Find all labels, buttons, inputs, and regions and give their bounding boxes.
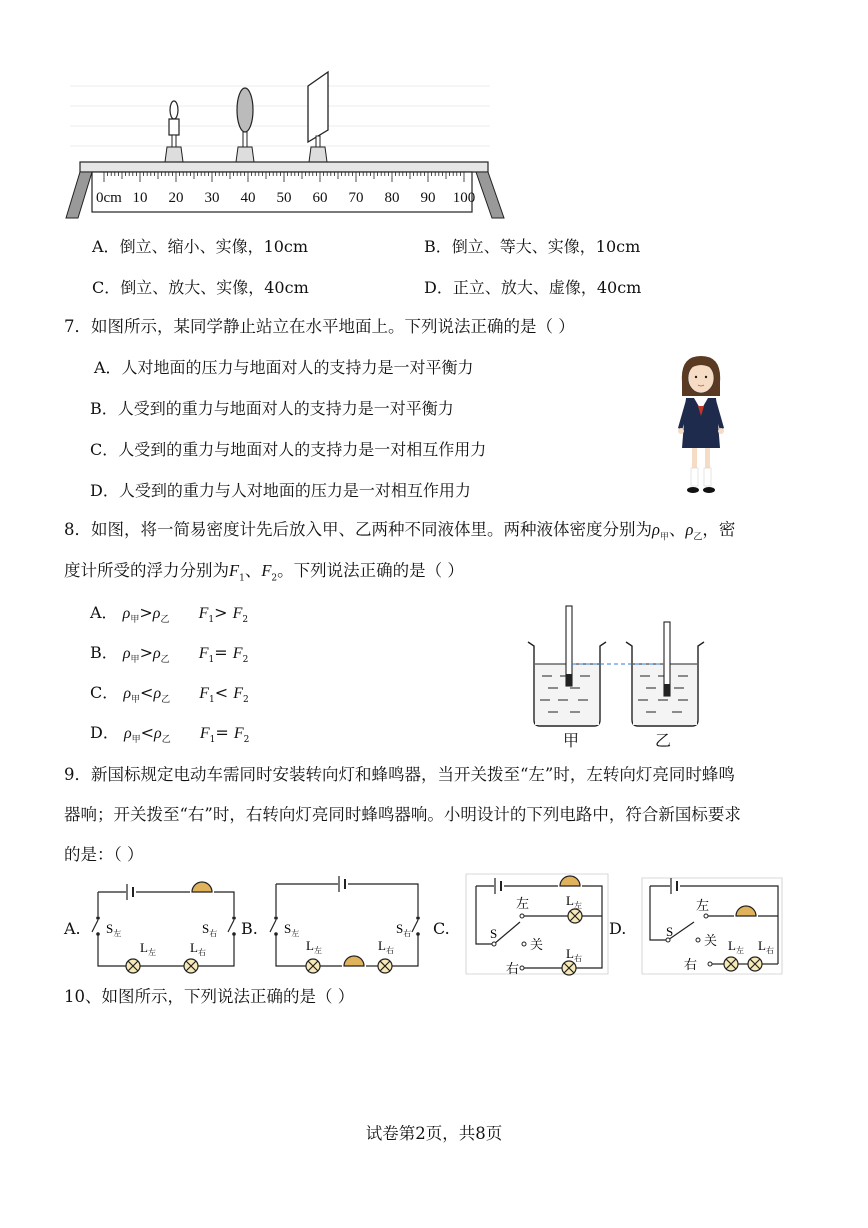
q9-line2: 器响；开关拨至“右”时，右转向灯亮同时蜂鸣器响。小明设计的下列电路中，符合新国标要求 (64, 805, 741, 824)
svg-text:S左: $S_左$ (106, 921, 122, 938)
svg-text:右: 右 (506, 961, 520, 976)
svg-text:L右: $L_右$ (378, 938, 394, 955)
svg-text:S: S (666, 924, 674, 939)
q7-option-a: A．人对地面的压力与地面对人的支持力是一对平衡力 (94, 358, 474, 377)
ruler-label: 60 (312, 190, 328, 206)
lens (236, 88, 254, 162)
q7-stem: 7．如图所示，某同学静止站立在水平地面上。下列说法正确的是（ ） (64, 317, 575, 336)
beakers-figure (522, 604, 712, 754)
svg-text:关: 关 (704, 933, 718, 948)
beaker-jia (528, 606, 606, 726)
svg-text:右: 右 (684, 957, 698, 972)
svg-text:左: 左 (696, 898, 710, 913)
circuit-d (636, 876, 786, 976)
beaker-label-yi: 乙 (655, 731, 672, 750)
ruler-label: 90 (420, 190, 436, 206)
option-a: A．倒立、缩小、实像，10cm (92, 237, 309, 256)
page-footer: 试卷第2页，共8页 (365, 1124, 503, 1143)
svg-text:关: 关 (530, 937, 544, 952)
ruler-label: 50 (276, 190, 292, 206)
option-c: C．倒立、放大、实像，40cm (92, 278, 309, 297)
q9-line1: 9．新国标规定电动车需同时安装转向灯和蜂鸣器，当开关拨至“左”时，左转向灯亮同时蜂鸣 (64, 765, 735, 784)
q7-option-c: C．人受到的重力与地面对人的支持力是一对相互作用力 (90, 440, 487, 459)
ruler-label: 0cm (96, 190, 122, 206)
circuit-c (462, 872, 612, 976)
svg-text:L右: $L_右$ (758, 938, 774, 955)
q8-option-d: D． $\rho_甲<\rho_乙$ $F_1= F_2$ (90, 723, 250, 746)
beaker-yi (626, 622, 704, 726)
q8-option-a: A． $\rho_甲>\rho_乙$ $F_1> F_2$ (90, 603, 249, 626)
circuit-letter-a: A. (64, 919, 81, 938)
svg-text:L右: $L_右$ (190, 940, 206, 957)
q8-stem-line2: 度计所受的浮力分别为$F_1$、$F_2$。下列说法正确的是（ ） (64, 561, 464, 584)
ruler-label: 20 (168, 190, 184, 206)
ruler-label: 40 (240, 190, 256, 206)
ruler-label: 30 (204, 190, 220, 206)
screen (308, 72, 328, 162)
svg-text:L左: $L_左$ (728, 938, 744, 955)
ruler-label: 10 (132, 190, 148, 206)
svg-text:S: S (490, 926, 498, 941)
svg-text:S右: $S_右$ (202, 921, 218, 938)
svg-text:S右: $S_右$ (396, 921, 412, 938)
optical-bench-figure (60, 66, 510, 228)
beaker-label-jia: 甲 (563, 731, 580, 750)
svg-text:L左: $L_左$ (306, 938, 322, 955)
ruler-label: 100 (452, 190, 476, 206)
svg-text:L右: $L_右$ (566, 946, 582, 963)
svg-text:S左: $S_左$ (284, 921, 300, 938)
svg-text:左: 左 (516, 896, 530, 911)
circuit-letter-c: C. (433, 919, 450, 938)
circuit-b (262, 876, 434, 976)
option-b: B．倒立、等大、实像，10cm (424, 237, 641, 256)
ruler-label: 80 (384, 190, 400, 206)
circuit-a (84, 876, 244, 976)
q9-line3: 的是：（ ） (64, 845, 144, 864)
q8-option-b: B． $\rho_甲>\rho_乙$ $F_1= F_2$ (90, 643, 249, 666)
ruler-label: 70 (348, 190, 364, 206)
option-d: D．正立、放大、虚像，40cm (424, 278, 642, 297)
candle (165, 101, 183, 162)
q10-stem: 10、如图所示，下列说法正确的是（ ） (64, 987, 355, 1006)
student-figure (668, 352, 734, 498)
q7-option-d: D．人受到的重力与人对地面的压力是一对相互作用力 (90, 481, 471, 500)
svg-text:L左: $L_左$ (140, 940, 156, 957)
circuit-letter-b: B. (241, 919, 258, 938)
circuit-letter-d: D. (609, 919, 627, 938)
q8-stem-line1: 8．如图，将一简易密度计先后放入甲、乙两种不同液体里。两种液体密度分别为$\rho_甲$、$\rho_乙$，密 (64, 520, 736, 543)
svg-text:L左: $L_左$ (566, 893, 582, 910)
q7-option-b: B．人受到的重力与地面对人的支持力是一对平衡力 (90, 399, 454, 418)
q8-option-c: C． $\rho_甲<\rho_乙$ $F_1< F_2$ (90, 683, 249, 706)
